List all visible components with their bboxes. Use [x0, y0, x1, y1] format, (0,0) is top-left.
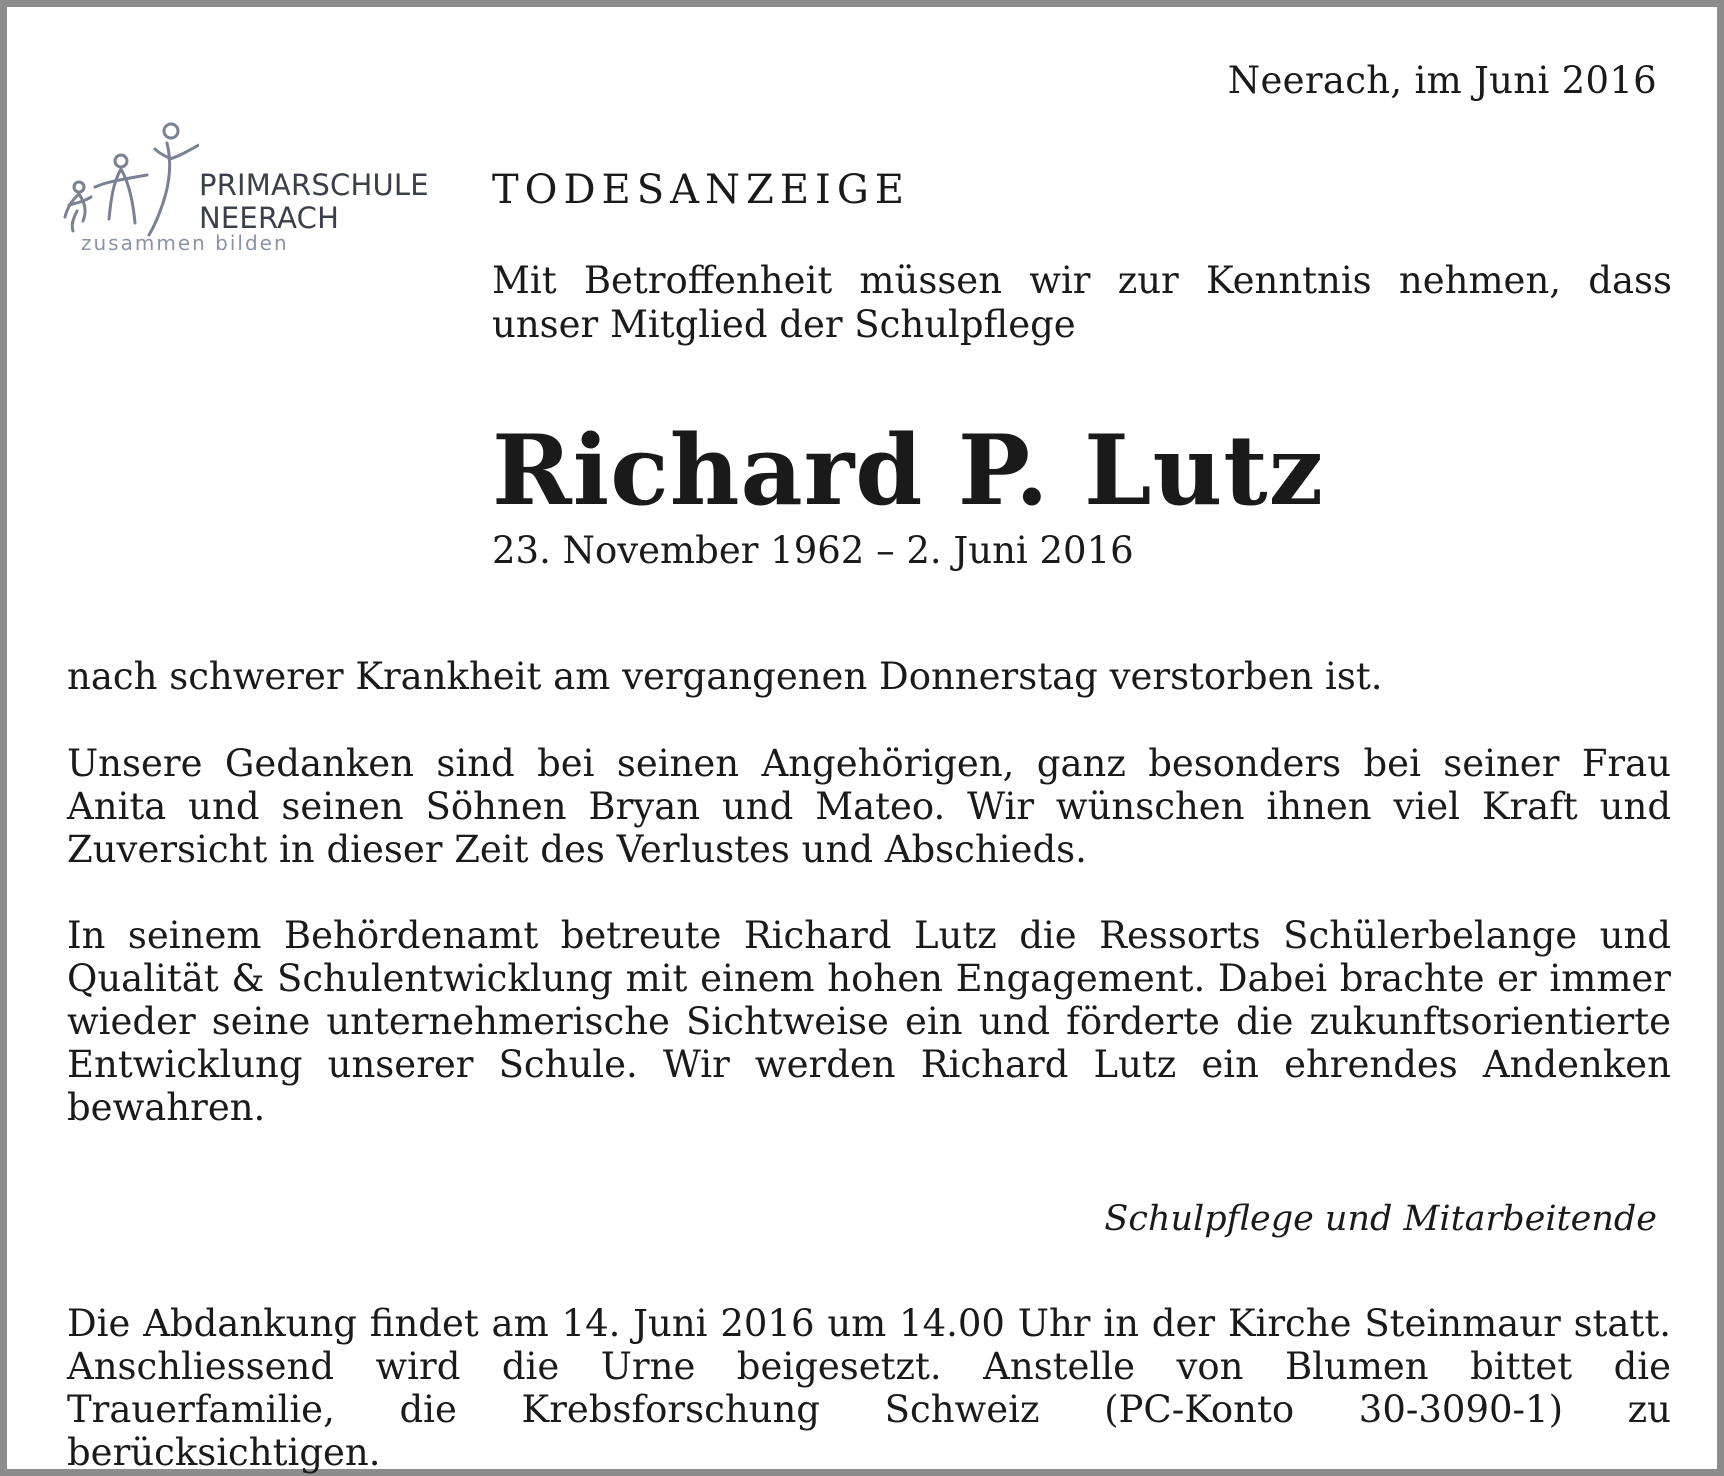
- place-date: Neerach, im Juni 2016: [1227, 59, 1657, 102]
- school-name-line2: NEERACH: [199, 201, 340, 235]
- paragraph-passing: nach schwerer Krankheit am vergangenen Donnerstag verstorben ist.: [67, 655, 1383, 698]
- deceased-name: Richard P. Lutz: [492, 414, 1325, 527]
- life-dates: 23. November 1962 – 2. Juni 2016: [492, 529, 1134, 572]
- children-figures-icon: [59, 119, 199, 239]
- notice-label: TODESANZEIGE: [492, 167, 910, 213]
- school-logo: [59, 119, 439, 259]
- school-name-line1: PRIMARSCHULE: [199, 168, 429, 202]
- paragraph-tribute: In seinem Behördenamt betreute Richard Lutz die Ressorts Schülerbelange und Qualität & Schulentwicklung mit einem hohen Engagement. Dabei brachte er immer wieder seine unternehmerische Sichtweise ein und förderte die zukunftsorientierte Entwicklung unserer Schule. Wir werden Richard Lutz ein ehrendes Andenken bewahren.: [67, 914, 1671, 1129]
- school-name: [199, 169, 429, 235]
- school-tagline: zusammen bilden: [81, 231, 289, 255]
- intro-text: Mit Betroffenheit müssen wir zur Kenntnis nehmen, dass unser Mitglied der Schulpflege: [492, 259, 1672, 346]
- paragraph-condolences: Unsere Gedanken sind bei seinen Angehörigen, ganz besonders bei seiner Frau Anita und seinen Söhnen Bryan und Mateo. Wir wünschen ihnen viel Kraft und Zuversicht in dieser Zeit des Verlustes und Abschieds.: [67, 742, 1671, 871]
- signature: Schulpflege und Mitarbeitende: [1104, 1199, 1657, 1239]
- paragraph-funeral-info: Die Abdankung findet am 14. Juni 2016 um 14.00 Uhr in der Kirche Steinmaur statt. Anschliessend wird die Urne beigesetzt. Anstelle von Blumen bittet die Trauerfamilie, die Krebsforschung Schweiz (PC-Konto 30-3090-1) zu berücksichtigen.: [67, 1302, 1671, 1474]
